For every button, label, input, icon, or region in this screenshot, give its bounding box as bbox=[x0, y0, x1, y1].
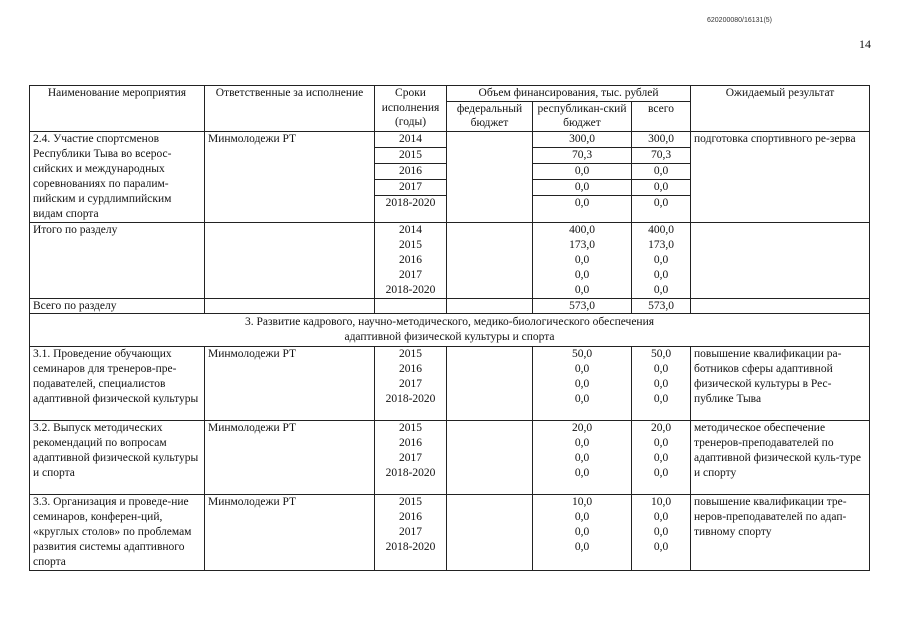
value-item: 0,0 bbox=[574, 283, 590, 296]
value-item: 0,0 bbox=[653, 526, 669, 538]
value-item: 0,0 bbox=[574, 437, 590, 449]
federal-cell bbox=[447, 347, 533, 421]
value-item: 2015 bbox=[399, 238, 422, 251]
total-cell bbox=[632, 222, 691, 298]
section-header-row bbox=[30, 314, 870, 347]
expected-result: подготовка спортивного ре-зерва bbox=[691, 131, 870, 222]
value-item: 0,0 bbox=[632, 179, 690, 195]
value-item: 2015 bbox=[399, 348, 422, 360]
value-item: 0,0 bbox=[653, 363, 669, 375]
document-code: 620200080/16131(5) bbox=[707, 17, 773, 24]
value-item: 10,0 bbox=[571, 496, 593, 508]
years-cell bbox=[375, 222, 447, 298]
value-list bbox=[533, 421, 631, 481]
expected-result bbox=[691, 298, 870, 314]
value-item: 0,0 bbox=[533, 179, 631, 195]
value-item: 0,0 bbox=[653, 541, 669, 553]
value-item: 173,0 bbox=[648, 238, 674, 251]
value-item: 2016 bbox=[399, 511, 422, 523]
value-list bbox=[533, 347, 631, 407]
table-row bbox=[30, 347, 870, 421]
total-cell bbox=[632, 495, 691, 571]
years-cell bbox=[375, 131, 447, 222]
value-item: 0,0 bbox=[632, 163, 690, 179]
value-item: 20,0 bbox=[650, 422, 672, 434]
responsible: Минмолодежи РТ bbox=[205, 421, 375, 495]
years-cell bbox=[375, 298, 447, 314]
value-item: 2015 bbox=[399, 496, 422, 508]
activity-name: 3.1. Проведение обучающих семинаров для тренеров-пре-подавателей, специалистов адаптивной физической культуры bbox=[30, 347, 205, 421]
value-item: 400,0 bbox=[648, 223, 674, 236]
value-item: 0,0 bbox=[574, 393, 590, 405]
header-total: всего bbox=[632, 101, 691, 131]
republic-cell bbox=[533, 347, 632, 421]
value-item: 0,0 bbox=[574, 378, 590, 390]
value-list bbox=[375, 347, 446, 407]
header-republic: республикан-ский бюджет bbox=[533, 101, 632, 131]
value-item: 2018-2020 bbox=[385, 541, 436, 553]
responsible: Минмолодежи РТ bbox=[205, 347, 375, 421]
value-item: 2015 bbox=[375, 147, 446, 163]
value-list bbox=[375, 132, 446, 211]
value-list bbox=[632, 347, 690, 407]
value-item: 2018-2020 bbox=[385, 467, 436, 479]
value-item: 2016 bbox=[399, 437, 422, 449]
activity-name: 3.2. Выпуск методических рекомендаций по вопросам адаптивной физической культуры и спорта bbox=[30, 421, 205, 495]
value-item: 0,0 bbox=[574, 526, 590, 538]
value-item: 0,0 bbox=[653, 196, 669, 209]
total-cell: 573,0 bbox=[632, 298, 691, 314]
value-list bbox=[632, 223, 690, 298]
value-item: 0,0 bbox=[533, 163, 631, 179]
value-item: 2014 bbox=[375, 132, 446, 148]
value-item: 50,0 bbox=[571, 348, 593, 360]
value-list bbox=[632, 132, 690, 211]
federal-cell bbox=[447, 131, 533, 222]
value-item: 2018-2020 bbox=[385, 283, 436, 296]
value-item: 2017 bbox=[399, 452, 422, 464]
value-item: 0,0 bbox=[653, 283, 669, 296]
activity-name: 3.3. Организация и проведе-ние семинаров, конферен-ций, «круглых столов» по проблемам развития системы адаптивного спорта bbox=[30, 495, 205, 571]
years-cell bbox=[375, 347, 447, 421]
value-item: 0,0 bbox=[574, 541, 590, 553]
value-item: 0,0 bbox=[653, 511, 669, 523]
value-item: 2014 bbox=[399, 223, 422, 236]
value-item: 50,0 bbox=[650, 348, 672, 360]
activity-name: 2.4. Участие спортсменов Республики Тыва во всерос-сийских и международных соревнованиях по паралим-пийским и сурдлимпийским видам спорта bbox=[30, 131, 205, 222]
value-item: 0,0 bbox=[653, 253, 669, 266]
table-row bbox=[30, 298, 870, 314]
value-item: 0,0 bbox=[653, 393, 669, 405]
responsible bbox=[205, 298, 375, 314]
years-cell bbox=[375, 495, 447, 571]
value-item: 2017 bbox=[399, 526, 422, 538]
value-list bbox=[375, 223, 446, 298]
table-row bbox=[30, 131, 870, 222]
value-item: 70,3 bbox=[632, 147, 690, 163]
header-terms: Сроки исполнения (годы) bbox=[375, 86, 447, 132]
republic-cell bbox=[533, 495, 632, 571]
value-item: 300,0 bbox=[533, 132, 631, 148]
value-item: 0,0 bbox=[653, 452, 669, 464]
federal-cell bbox=[447, 495, 533, 571]
value-item: 20,0 bbox=[571, 422, 593, 434]
header-responsible: Ответственные за исполнение bbox=[205, 86, 375, 132]
value-item: 70,3 bbox=[533, 147, 631, 163]
table-row bbox=[30, 222, 870, 298]
value-item: 10,0 bbox=[650, 496, 672, 508]
value-item: 0,0 bbox=[653, 378, 669, 390]
value-item: 0,0 bbox=[574, 363, 590, 375]
federal-cell bbox=[447, 298, 533, 314]
years-cell bbox=[375, 421, 447, 495]
header-result: Ожидаемый результат bbox=[691, 86, 870, 132]
value-item: 0,0 bbox=[574, 268, 590, 281]
total-cell bbox=[632, 347, 691, 421]
value-item: 300,0 bbox=[632, 132, 690, 148]
value-list bbox=[533, 223, 631, 298]
header-federal: федеральный бюджет bbox=[447, 101, 533, 131]
value-item: 2015 bbox=[399, 422, 422, 434]
header-financing: Объем финансирования, тыс. рублей bbox=[447, 86, 691, 102]
value-item: 0,0 bbox=[574, 452, 590, 464]
financing-table bbox=[29, 85, 870, 571]
value-item: 2016 bbox=[399, 363, 422, 375]
activity-name: Итого по разделу bbox=[30, 222, 205, 298]
header-name: Наименование мероприятия bbox=[30, 86, 205, 132]
responsible bbox=[205, 222, 375, 298]
total-cell bbox=[632, 131, 691, 222]
value-item: 2017 bbox=[375, 179, 446, 195]
value-item: 0,0 bbox=[574, 467, 590, 479]
value-item: 2016 bbox=[375, 163, 446, 179]
page-number: 14 bbox=[859, 37, 871, 51]
value-list bbox=[632, 421, 690, 481]
expected-result: повышение квалификации ра-ботников сферы адаптивной физической культуры в Рес-публике Тыва bbox=[691, 347, 870, 421]
value-item: 0,0 bbox=[653, 467, 669, 479]
expected-result: повышение квалификации тре-неров-преподавателей по адап-тивному спорту bbox=[691, 495, 870, 571]
activity-name: Всего по разделу bbox=[30, 298, 205, 314]
responsible: Минмолодежи РТ bbox=[205, 495, 375, 571]
value-list bbox=[375, 421, 446, 481]
value-list bbox=[375, 495, 446, 555]
value-list bbox=[632, 495, 690, 555]
expected-result: методическое обеспечение тренеров-преподавателей по адаптивной физической куль-туре и спорту bbox=[691, 421, 870, 495]
expected-result bbox=[691, 222, 870, 298]
value-item: 0,0 bbox=[653, 437, 669, 449]
value-item: 0,0 bbox=[653, 268, 669, 281]
value-item: 2016 bbox=[399, 253, 422, 266]
federal-cell bbox=[447, 222, 533, 298]
value-list bbox=[533, 132, 631, 211]
value-item: 0,0 bbox=[574, 253, 590, 266]
table-row bbox=[30, 495, 870, 571]
republic-cell bbox=[533, 421, 632, 495]
section-title: 3. Развитие кадрового, научно-методического, медико-биологического обеспечения адаптивной физической культуры и спорта bbox=[30, 314, 870, 347]
responsible: Минмолодежи РТ bbox=[205, 131, 375, 222]
value-item: 2017 bbox=[399, 378, 422, 390]
federal-cell bbox=[447, 421, 533, 495]
value-item: 2018-2020 bbox=[385, 393, 436, 405]
value-item: 0,0 bbox=[574, 196, 590, 209]
value-item: 0,0 bbox=[574, 511, 590, 523]
value-item: 2018-2020 bbox=[385, 196, 436, 209]
republic-cell bbox=[533, 222, 632, 298]
value-list bbox=[533, 495, 631, 555]
header-row bbox=[30, 86, 870, 102]
value-item: 173,0 bbox=[569, 238, 595, 251]
republic-cell: 573,0 bbox=[533, 298, 632, 314]
value-item: 400,0 bbox=[569, 223, 595, 236]
total-cell bbox=[632, 421, 691, 495]
republic-cell bbox=[533, 131, 632, 222]
value-item: 2017 bbox=[399, 268, 422, 281]
table-row bbox=[30, 421, 870, 495]
